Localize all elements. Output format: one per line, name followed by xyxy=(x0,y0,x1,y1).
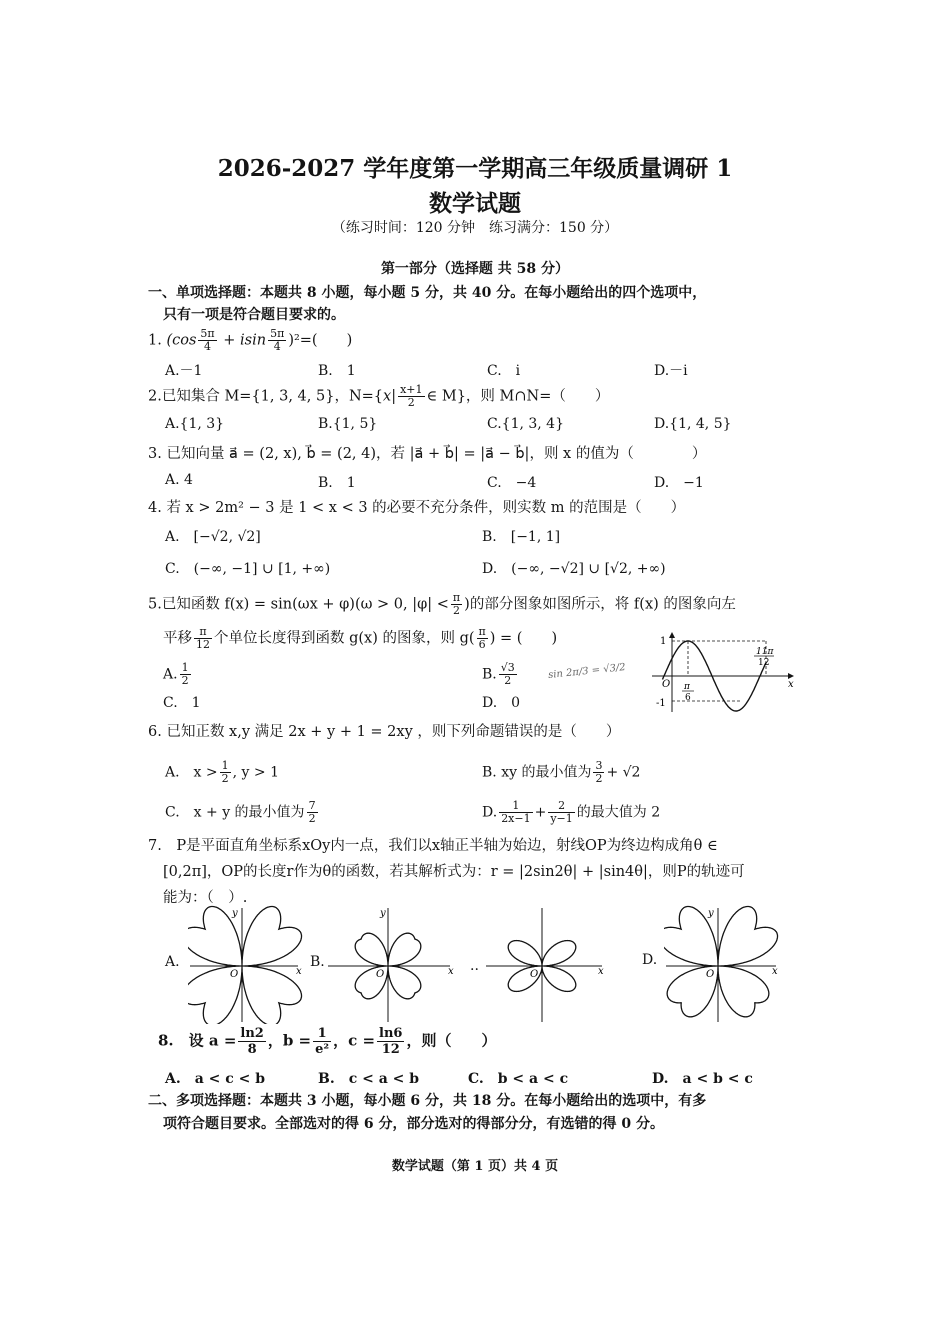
q5-b-den: 2 xyxy=(504,674,512,687)
q5-sine-graph xyxy=(648,630,798,716)
page-footer: 数学试题（第 1 页）共 4 页 xyxy=(391,1159,559,1174)
q7-graph-d[interactable] xyxy=(664,904,782,1024)
q8-c-den: 12 xyxy=(381,1042,400,1057)
q7d-y-label: y xyxy=(708,908,714,919)
q5-y-arrow-icon xyxy=(669,632,675,638)
q6-d2-num: 2 xyxy=(548,800,574,813)
q7-graph-a[interactable] xyxy=(188,904,306,1024)
q5-text-1a: 5.已知函数 f(x) = sin(ωx + φ) xyxy=(148,596,355,613)
q5-y-top-label: 1 xyxy=(660,636,667,647)
exam-info: （练习时间：120 分钟 练习满分：150 分） xyxy=(331,220,619,236)
q8-c-fraction xyxy=(377,1026,404,1057)
q1-option-c[interactable]: C. i xyxy=(487,363,521,379)
q6-d-fraction-2 xyxy=(548,800,574,825)
q8-post: ，则（ ） xyxy=(406,1031,497,1050)
q8-a-fraction xyxy=(238,1026,265,1057)
question-6: 6. 已知正数 x,y 满足 2x + y + 1 = 2xy ，则下列命题错误的是（ ） xyxy=(148,724,621,740)
q7-option-b-label[interactable]: B. xyxy=(310,954,325,970)
q6-d-plus: + xyxy=(534,804,547,821)
q7a-curve xyxy=(188,907,302,1025)
q6-b-pre: B. xy 的最小值为 xyxy=(482,764,592,781)
q6-option-c[interactable] xyxy=(165,800,320,825)
q4-option-b[interactable]: B. [−1, 1] xyxy=(482,529,561,545)
q2-text-1: 2.已知集合 M={1, 3, 4, 5}，N={ xyxy=(148,388,384,405)
q6-option-b[interactable] xyxy=(482,760,640,785)
q7c-origin: O xyxy=(530,969,539,980)
q7b-origin: O xyxy=(376,969,385,980)
q2-fraction xyxy=(398,384,424,409)
question-7-line1: 7. P是平面直角坐标系xOy内一点，我们以x轴正半轴为始边，射线OP为终边构成角θ ∈ xyxy=(148,838,718,854)
question-3: 3. 已知向量 a⃗ = (2, x), b⃗ = (2, 4)，若 |a⃗ + b⃗| = |a⃗ − b⃗|，则 x 的值为（ ） xyxy=(148,446,707,462)
q6-d1-num: 1 xyxy=(499,800,532,813)
q8-option-d[interactable]: D. a < b < c xyxy=(652,1071,753,1087)
q3-option-d[interactable]: D. −1 xyxy=(654,475,704,491)
q7b-x-label: x xyxy=(448,966,454,977)
q6-d-pre: D. xyxy=(482,804,498,821)
q5-text-1b: (ω > 0, |φ| < xyxy=(354,596,449,613)
section2-instructions-line2: 项符合题目要求。全部选对的得 6 分，部分选对的得部分分，有选错的得 0 分。 xyxy=(163,1116,664,1132)
q1-number: 1. xyxy=(148,332,162,349)
q2-text-2: ∈ M}，则 M∩N=（ ） xyxy=(426,388,610,405)
part1-title: 第一部分（选择题 共 58 分） xyxy=(380,261,570,277)
q5-pi6-num: π xyxy=(684,682,690,692)
q5-x-label: x xyxy=(788,679,794,690)
q6-d1-den: 2x−1 xyxy=(501,812,531,825)
q7d-curve xyxy=(664,907,778,1017)
q6-a-post: , y > 1 xyxy=(232,764,279,781)
q3-option-a[interactable]: A. 4 xyxy=(165,472,193,488)
q5-pi6-den: 6 xyxy=(685,693,691,703)
q6-b-fraction xyxy=(593,760,604,785)
q5-a-den: 2 xyxy=(181,674,189,687)
q5-11pi-num: 11π xyxy=(756,647,774,657)
q2-f-num: x+1 xyxy=(400,383,423,396)
q5-b-label: B. xyxy=(482,666,497,683)
q7-graph-b[interactable] xyxy=(326,904,458,1024)
q1-fraction-1 xyxy=(198,328,216,353)
q6-d2-den: y−1 xyxy=(550,812,573,825)
q6-b-den: 2 xyxy=(595,772,603,785)
q5-shift-num: π xyxy=(194,626,212,639)
q1-option-b[interactable]: B. 1 xyxy=(318,363,356,379)
section1-instructions-line2: 只有一项是符合题目要求的。 xyxy=(163,307,345,323)
q5-option-c[interactable]: C. 1 xyxy=(163,695,201,711)
q8-b-den: e² xyxy=(315,1042,330,1057)
q6-a-num: 1 xyxy=(221,759,229,772)
q5-arg-den: 6 xyxy=(478,638,486,651)
q2-option-d[interactable]: D.{1, 4, 5} xyxy=(654,416,732,432)
q5-fraction-arg xyxy=(477,626,488,651)
q6-option-d[interactable] xyxy=(482,800,660,825)
q7d-origin: O xyxy=(706,969,715,980)
q5-option-a[interactable] xyxy=(163,662,193,687)
exam-subtitle: 数学试题 xyxy=(429,190,521,217)
question-7-line3: 能为：（ ）. xyxy=(163,890,248,906)
q8-b-pre: ，b = xyxy=(267,1031,312,1050)
q5-b-num: √3 xyxy=(500,661,515,674)
q5-phi-den: 2 xyxy=(453,604,461,617)
q5-fraction-shift xyxy=(194,626,212,651)
q5-arg-num: π xyxy=(478,625,486,638)
q5-a-label: A. xyxy=(163,666,178,683)
q6-c-num: 7 xyxy=(308,799,316,812)
q5-text-2b: 个单位长度得到函数 g(x) 的图象，则 g( xyxy=(214,630,475,647)
q5-text-2a: 平移 xyxy=(163,630,192,647)
q7a-x-label: x xyxy=(296,966,302,977)
q5-shift-den: 12 xyxy=(196,638,210,651)
question-5-line2 xyxy=(163,626,557,651)
q7d-x-label: x xyxy=(772,966,778,977)
q6-b-post: + √2 xyxy=(606,764,641,781)
q8-a-num: ln2 xyxy=(240,1026,264,1041)
q4-option-c[interactable]: C. (−∞, −1] ∪ [1, +∞) xyxy=(165,561,331,577)
q5-origin-label: O xyxy=(662,679,671,690)
q7-graph-c[interactable] xyxy=(484,904,608,1024)
q6-c-den: 2 xyxy=(308,812,316,825)
q4-option-d[interactable]: D. (−∞, −√2] ∪ [√2, +∞) xyxy=(482,561,666,577)
q5-a-num: 1 xyxy=(181,661,189,674)
q1-f1-num: 5π xyxy=(200,327,215,340)
q1-f2-num: 5π xyxy=(270,327,285,340)
q1-part-mid: + isin xyxy=(218,332,267,349)
q5-phi-num: π xyxy=(452,591,461,604)
q1-f1-den: 4 xyxy=(204,340,212,353)
question-5-line1 xyxy=(148,592,736,617)
q8-b-num: 1 xyxy=(313,1026,331,1042)
q7-option-a-label[interactable]: A. xyxy=(165,954,180,970)
q8-pre: 8. 设 a = xyxy=(158,1031,237,1050)
q3-option-c[interactable]: C. −4 xyxy=(487,475,537,491)
q5-y-bottom-label: -1 xyxy=(656,698,666,709)
q5-handwritten-scribble: sin 2π/3 = √3/2 xyxy=(547,661,627,682)
q5-text-2c: ) = ( ) xyxy=(489,630,558,647)
question-8 xyxy=(158,1026,496,1057)
q6-a-pre: A. x > xyxy=(165,764,218,781)
q6-option-a[interactable] xyxy=(165,760,279,785)
q6-a-den: 2 xyxy=(221,772,229,785)
q7-option-d-label[interactable]: D. xyxy=(642,952,658,968)
question-1 xyxy=(148,328,352,353)
section2-instructions-line1: 二、多项选择题：本题共 3 小题，每小题 6 分，共 18 分。在每小题给出的选项中，有多 xyxy=(148,1093,707,1109)
q4-option-a[interactable]: A. [−√2, √2] xyxy=(165,529,261,545)
q2-option-a[interactable]: A.{1, 3} xyxy=(165,416,225,432)
q6-d-post: 的最大值为 2 xyxy=(576,804,661,821)
q1-fraction-2 xyxy=(268,328,286,353)
q1-f2-den: 4 xyxy=(273,340,281,353)
q8-option-a[interactable]: A. a < c < b xyxy=(165,1071,266,1087)
q5-a-fraction xyxy=(180,662,191,687)
q5-option-d[interactable]: D. 0 xyxy=(482,695,521,711)
q2-f-den: 2 xyxy=(407,396,415,409)
q6-d-fraction-1 xyxy=(499,800,532,825)
q6-c-pre: C. x + y 的最小值为 xyxy=(165,804,305,821)
q7b-y-label: y xyxy=(380,908,386,919)
q7c-x-label: x xyxy=(598,966,604,977)
section1-instructions-line1: 一、单项选择题：本题共 8 小题，每小题 5 分，共 40 分。在每小题给出的四个选项中， xyxy=(148,285,707,301)
q2-option-c[interactable]: C.{1, 3, 4} xyxy=(487,416,564,432)
question-4: 4. 若 x > 2m² − 3 是 1 < x < 3 的必要不充分条件，则实数 m 的范围是（ ） xyxy=(148,500,686,516)
q8-c-num: ln6 xyxy=(379,1026,403,1041)
q5-11pi-den: 12 xyxy=(758,658,770,668)
q8-option-b[interactable]: B. c < a < b xyxy=(318,1071,420,1087)
q1-part-pre: (cos xyxy=(166,332,197,349)
q6-b-num: 3 xyxy=(595,759,603,772)
q2-option-b[interactable]: B.{1, 5} xyxy=(318,416,378,432)
q8-option-c[interactable]: C. b < a < c xyxy=(468,1071,569,1087)
q8-a-den: 8 xyxy=(247,1042,257,1057)
q6-c-fraction xyxy=(307,800,318,825)
q8-c-pre: ，c = xyxy=(333,1031,376,1050)
q5-option-b[interactable] xyxy=(482,662,519,687)
q5-b-fraction xyxy=(499,662,517,687)
q7a-y-label: y xyxy=(232,908,238,919)
question-7-line2: [0,2π]，OP的长度r作为θ的函数，若其解析式为：r = |2sin2θ| + |sin4θ|，则P的轨迹可 xyxy=(163,864,745,880)
question-2 xyxy=(148,384,609,409)
exam-title: 2026-2027 学年度第一学期高三年级质量调研 1 xyxy=(217,155,733,182)
q5-fraction-phi xyxy=(451,592,462,617)
q8-b-fraction xyxy=(313,1026,331,1057)
q1-option-d[interactable]: D.－i xyxy=(654,363,688,379)
q2-set-builder: x| xyxy=(383,388,397,405)
q7-option-c-label[interactable]: .. xyxy=(470,958,479,974)
q7a-origin: O xyxy=(230,969,239,980)
q5-text-1c: )的部分图象如图所示，将 f(x) 的图象向左 xyxy=(464,596,736,613)
q3-option-b[interactable]: B. 1 xyxy=(318,475,356,491)
q1-part-post: )²=( ) xyxy=(288,332,353,349)
q1-option-a[interactable]: A.－1 xyxy=(165,363,203,379)
q6-a-fraction xyxy=(220,760,231,785)
